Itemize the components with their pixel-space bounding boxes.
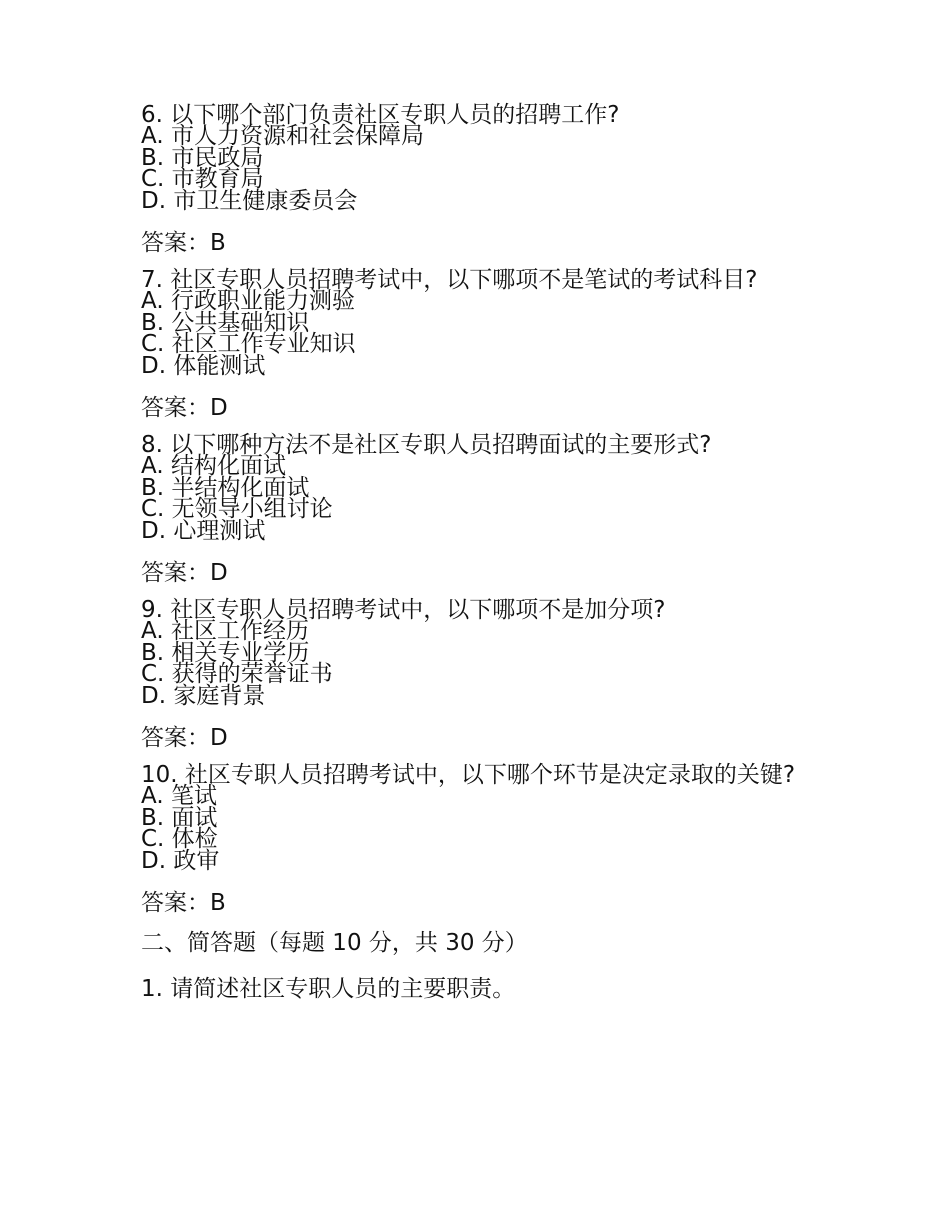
section-title: 二、简答题（每题 10 分，共 30 分） [141, 930, 528, 956]
answer: 答案：D [141, 395, 228, 421]
option-d: D. 市卫生健康委员会 [141, 187, 358, 214]
answer: 答案：D [141, 560, 228, 586]
option-d: D. 政审 [141, 847, 220, 874]
question-10 [141, 762, 821, 916]
question-text: 6. 以下哪个部门负责社区专职人员的招聘工作? [141, 102, 620, 128]
answer: 答案：B [141, 890, 226, 916]
option-a: A. 结构化面试 [141, 453, 286, 479]
option-d: D. 心理测试 [141, 517, 266, 544]
option-d: D. 体能测试 [141, 352, 266, 379]
option-b: B. 市民政局 [141, 144, 264, 171]
option-c: C. 体检 [141, 826, 218, 852]
short-answer-question: 1. 请简述社区专职人员的主要职责。 [141, 976, 516, 1002]
option-c: C. 市教育局 [141, 166, 264, 192]
question-9 [141, 597, 821, 751]
question-8 [141, 432, 821, 586]
answer: 答案：D [141, 725, 228, 751]
question-7 [141, 267, 821, 421]
option-b: B. 半结构化面试 [141, 474, 310, 501]
option-a: A. 行政职业能力测验 [141, 288, 355, 314]
option-c: C. 获得的荣誉证书 [141, 661, 333, 687]
option-a: A. 市人力资源和社会保障局 [141, 123, 424, 149]
option-a: A. 社区工作经历 [141, 618, 309, 644]
option-b: B. 面试 [141, 804, 218, 831]
option-a: A. 笔试 [141, 783, 217, 809]
question-text: 9. 社区专职人员招聘考试中，以下哪项不是加分项? [141, 597, 666, 623]
exam-document [141, 102, 821, 1002]
question-text: 7. 社区专职人员招聘考试中，以下哪项不是笔试的考试科目? [141, 267, 758, 293]
option-b: B. 相关专业学历 [141, 639, 310, 666]
option-d: D. 家庭背景 [141, 682, 266, 709]
answer: 答案：B [141, 230, 226, 256]
option-c: C. 无领导小组讨论 [141, 496, 333, 522]
question-text: 10. 社区专职人员招聘考试中，以下哪个环节是决定录取的关键? [141, 762, 796, 788]
option-b: B. 公共基础知识 [141, 309, 310, 336]
question-6 [141, 102, 821, 256]
question-text: 8. 以下哪种方法不是社区专职人员招聘面试的主要形式? [141, 432, 712, 458]
option-c: C. 社区工作专业知识 [141, 331, 356, 357]
